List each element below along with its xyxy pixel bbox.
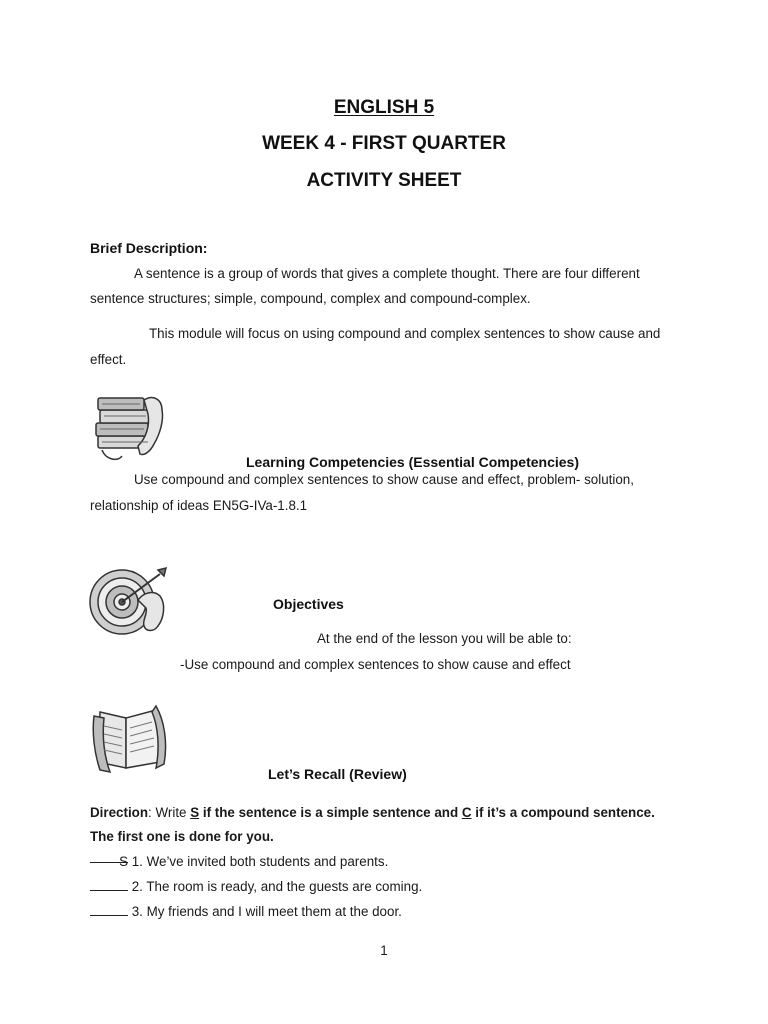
competencies-line-2: relationship of ideas EN5G-IVa-1.8.1 bbox=[90, 498, 308, 513]
open-book-icon bbox=[90, 702, 170, 776]
answer-blank[interactable]: S bbox=[90, 849, 128, 863]
brief-paragraph-1-line-1: A sentence is a group of words that gives a complete thought. There are four different bbox=[134, 266, 640, 281]
direction-line-1: Direction: Write S if the sentence is a simple sentence and C if it’s a compound sentence. bbox=[90, 805, 655, 820]
competencies-heading: Learning Competencies (Essential Competencies) bbox=[246, 454, 579, 470]
list-item: S 1. We’ve invited both students and parents. bbox=[90, 849, 388, 874]
brief-paragraph-2-line-2: effect. bbox=[90, 352, 127, 367]
document-title: ENGLISH 5 bbox=[333, 97, 435, 118]
page-number: 1 bbox=[380, 943, 388, 958]
sheet-title: ACTIVITY SHEET bbox=[306, 170, 462, 191]
competencies-line-1: Use compound and complex sentences to show cause and effect, problem- solution, bbox=[134, 472, 634, 487]
week-title: WEEK 4 - FIRST QUARTER bbox=[262, 133, 506, 154]
brief-paragraph-2-line-1: This module will focus on using compound and complex sentences to show cause and bbox=[149, 326, 661, 341]
list-item: 3. My friends and I will meet them at the door. bbox=[90, 899, 402, 924]
objectives-line-2: -Use compound and complex sentences to show cause and effect bbox=[180, 657, 571, 672]
objectives-heading: Objectives bbox=[273, 596, 344, 612]
answer-blank[interactable] bbox=[90, 902, 128, 916]
objectives-line-1: At the end of the lesson you will be able to: bbox=[317, 631, 572, 646]
brief-paragraph-1-line-2: sentence structures; simple, compound, complex and compound-complex. bbox=[90, 291, 531, 306]
brief-description-heading: Brief Description: bbox=[90, 240, 208, 256]
answer-blank[interactable] bbox=[90, 877, 128, 891]
recall-heading: Let’s Recall (Review) bbox=[268, 766, 407, 782]
books-hand-icon bbox=[92, 390, 168, 464]
target-dart-icon bbox=[88, 566, 170, 638]
list-item: 2. The room is ready, and the guests are coming. bbox=[90, 874, 422, 899]
direction-line-2: The first one is done for you. bbox=[90, 829, 274, 844]
